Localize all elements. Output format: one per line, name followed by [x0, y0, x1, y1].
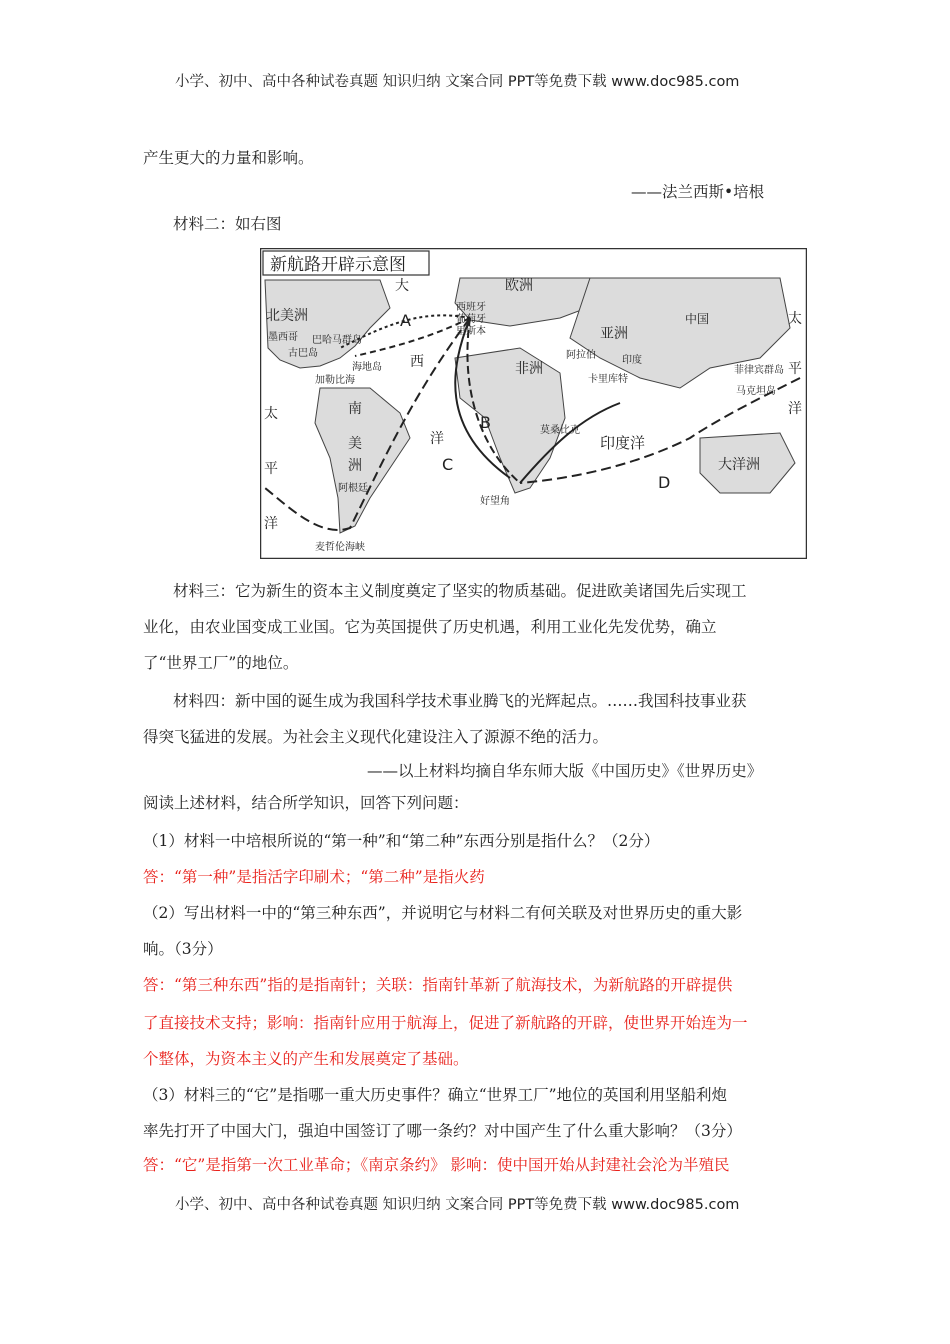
- label-cape: 好望角: [480, 496, 510, 507]
- label-atlantic-2: 西: [410, 354, 424, 370]
- label-route-b: B: [480, 413, 491, 432]
- label-pacific-e-3: 洋: [788, 401, 802, 417]
- question-2-line-1: （2）写出材料一中的“第三种东西”，并说明它与材料二有何关联及对世界历史的重大影: [143, 904, 743, 922]
- voyages-map: [260, 248, 807, 559]
- label-route-c: C: [442, 455, 454, 474]
- label-atlantic-3: 洋: [430, 431, 444, 447]
- label-lisbon: 里斯本: [456, 326, 486, 337]
- attribution: ——法兰西斯•培根: [631, 183, 765, 201]
- material-4-line-1: 材料四：新中国的诞生成为我国科学技术事业腾飞的光辉起点。……我国科技事业获: [173, 692, 747, 710]
- label-pacific-w-2: 平: [264, 461, 278, 477]
- label-route-a: A: [400, 311, 411, 330]
- label-argentina: 阿根廷: [338, 483, 368, 494]
- label-calicut: 卡里库特: [588, 374, 628, 385]
- label-magellan: 麦哲伦海峡: [315, 542, 365, 553]
- answer-2-line-3: 个整体，为资本主义的产生和发展奠定了基础。: [143, 1050, 469, 1068]
- answer-3-line-1: 答：“它”是指第一次工业革命；《南京条约》 影响：使中国开始从封建社会沦为半殖民: [143, 1156, 730, 1174]
- label-spain: 西班牙: [456, 302, 486, 313]
- material-3-line-1: 材料三：它为新生的资本主义制度奠定了坚实的物质基础。促进欧美诸国先后实现工: [173, 582, 747, 600]
- text-line: 产生更大的力量和影响。: [143, 149, 314, 167]
- question-2-line-2: 响。（3分）: [143, 940, 223, 958]
- material-2-label: 材料二：如右图: [173, 215, 282, 233]
- label-route-d: D: [658, 473, 671, 492]
- material-3-line-2: 业化，由农业国变成工业国。它为英国提供了历史机遇，利用工业化先发优势，确立: [143, 618, 717, 636]
- question-3-line-2: 率先打开了中国大门，强迫中国签订了哪一条约？对中国产生了什么重大影响？（3分）: [143, 1122, 742, 1140]
- label-mozambique: 莫桑比克: [540, 425, 580, 436]
- label-pacific-e-2: 平: [788, 361, 802, 377]
- page-header: 小学、初中、高中各种试卷真题 知识归纳 文案合同 PPT等免费下载 www.doc985.com: [175, 74, 740, 90]
- label-caribbean: 加勒比海: [315, 375, 355, 386]
- label-philippines: 菲律宾群岛: [734, 365, 784, 376]
- label-moluccas: 马克坦岛: [736, 386, 776, 397]
- label-oceania: 大洋洲: [718, 457, 760, 473]
- label-europe: 欧洲: [505, 278, 533, 294]
- question-3-line-1: （3）材料三的“它”是指哪一重大历史事件？确立“世界工厂”地位的英国利用坚船利炮: [143, 1086, 728, 1104]
- label-portugal: 葡萄牙: [456, 314, 486, 325]
- page-footer: 小学、初中、高中各种试卷真题 知识归纳 文案合同 PPT等免费下载 www.doc985.com: [175, 1197, 740, 1213]
- label-south-america-2: 美: [348, 436, 362, 452]
- label-indian-ocean: 印度洋: [600, 434, 646, 452]
- material-3-line-3: 了“世界工厂”的地位。: [143, 654, 299, 672]
- material-4-line-2: 得突飞猛进的发展。为社会主义现代化建设注入了源源不绝的活力。: [143, 728, 609, 746]
- label-cuba: 古巴岛: [288, 348, 318, 359]
- instructions: 阅读上述材料，结合所学知识，回答下列问题：: [143, 794, 469, 812]
- label-india: 印度: [622, 355, 642, 366]
- answer-2-line-1: 答：“第三种东西”指的是指南针；关联：指南针革新了航海技术，为新航路的开辟提供: [143, 976, 733, 994]
- answer-1: 答：“第一种”是指活字印刷术；“第二种”是指火药: [143, 868, 485, 886]
- label-asia: 亚洲: [600, 326, 628, 342]
- source-attribution: ——以上材料均摘自华东师大版《中国历史》《世界历史》: [367, 762, 763, 780]
- label-pacific-w-1: 太: [264, 406, 278, 422]
- answer-2-line-2: 了直接技术支持；影响：指南针应用于航海上，促进了新航路的开辟，使世界开始连为一: [143, 1014, 748, 1032]
- label-bahamas: 巴哈马群岛: [312, 335, 362, 346]
- question-1: （1）材料一中培根所说的“第一种”和“第二种”东西分别是指什么？（2分）: [143, 832, 660, 850]
- map-title: 新航路开辟示意图: [270, 255, 406, 275]
- label-atlantic-1: 大: [395, 278, 409, 294]
- label-mexico: 墨西哥: [268, 332, 298, 343]
- label-south-america-1: 南: [348, 401, 362, 417]
- label-arabia: 阿拉伯: [566, 350, 596, 361]
- label-pacific-w-3: 洋: [264, 516, 278, 532]
- label-haiti: 海地岛: [352, 362, 382, 373]
- label-china: 中国: [685, 312, 710, 326]
- label-south-america-3: 洲: [348, 458, 362, 474]
- label-north-america: 北美洲: [266, 308, 308, 324]
- label-pacific-e-1: 太: [788, 311, 802, 327]
- label-africa: 非洲: [515, 361, 543, 377]
